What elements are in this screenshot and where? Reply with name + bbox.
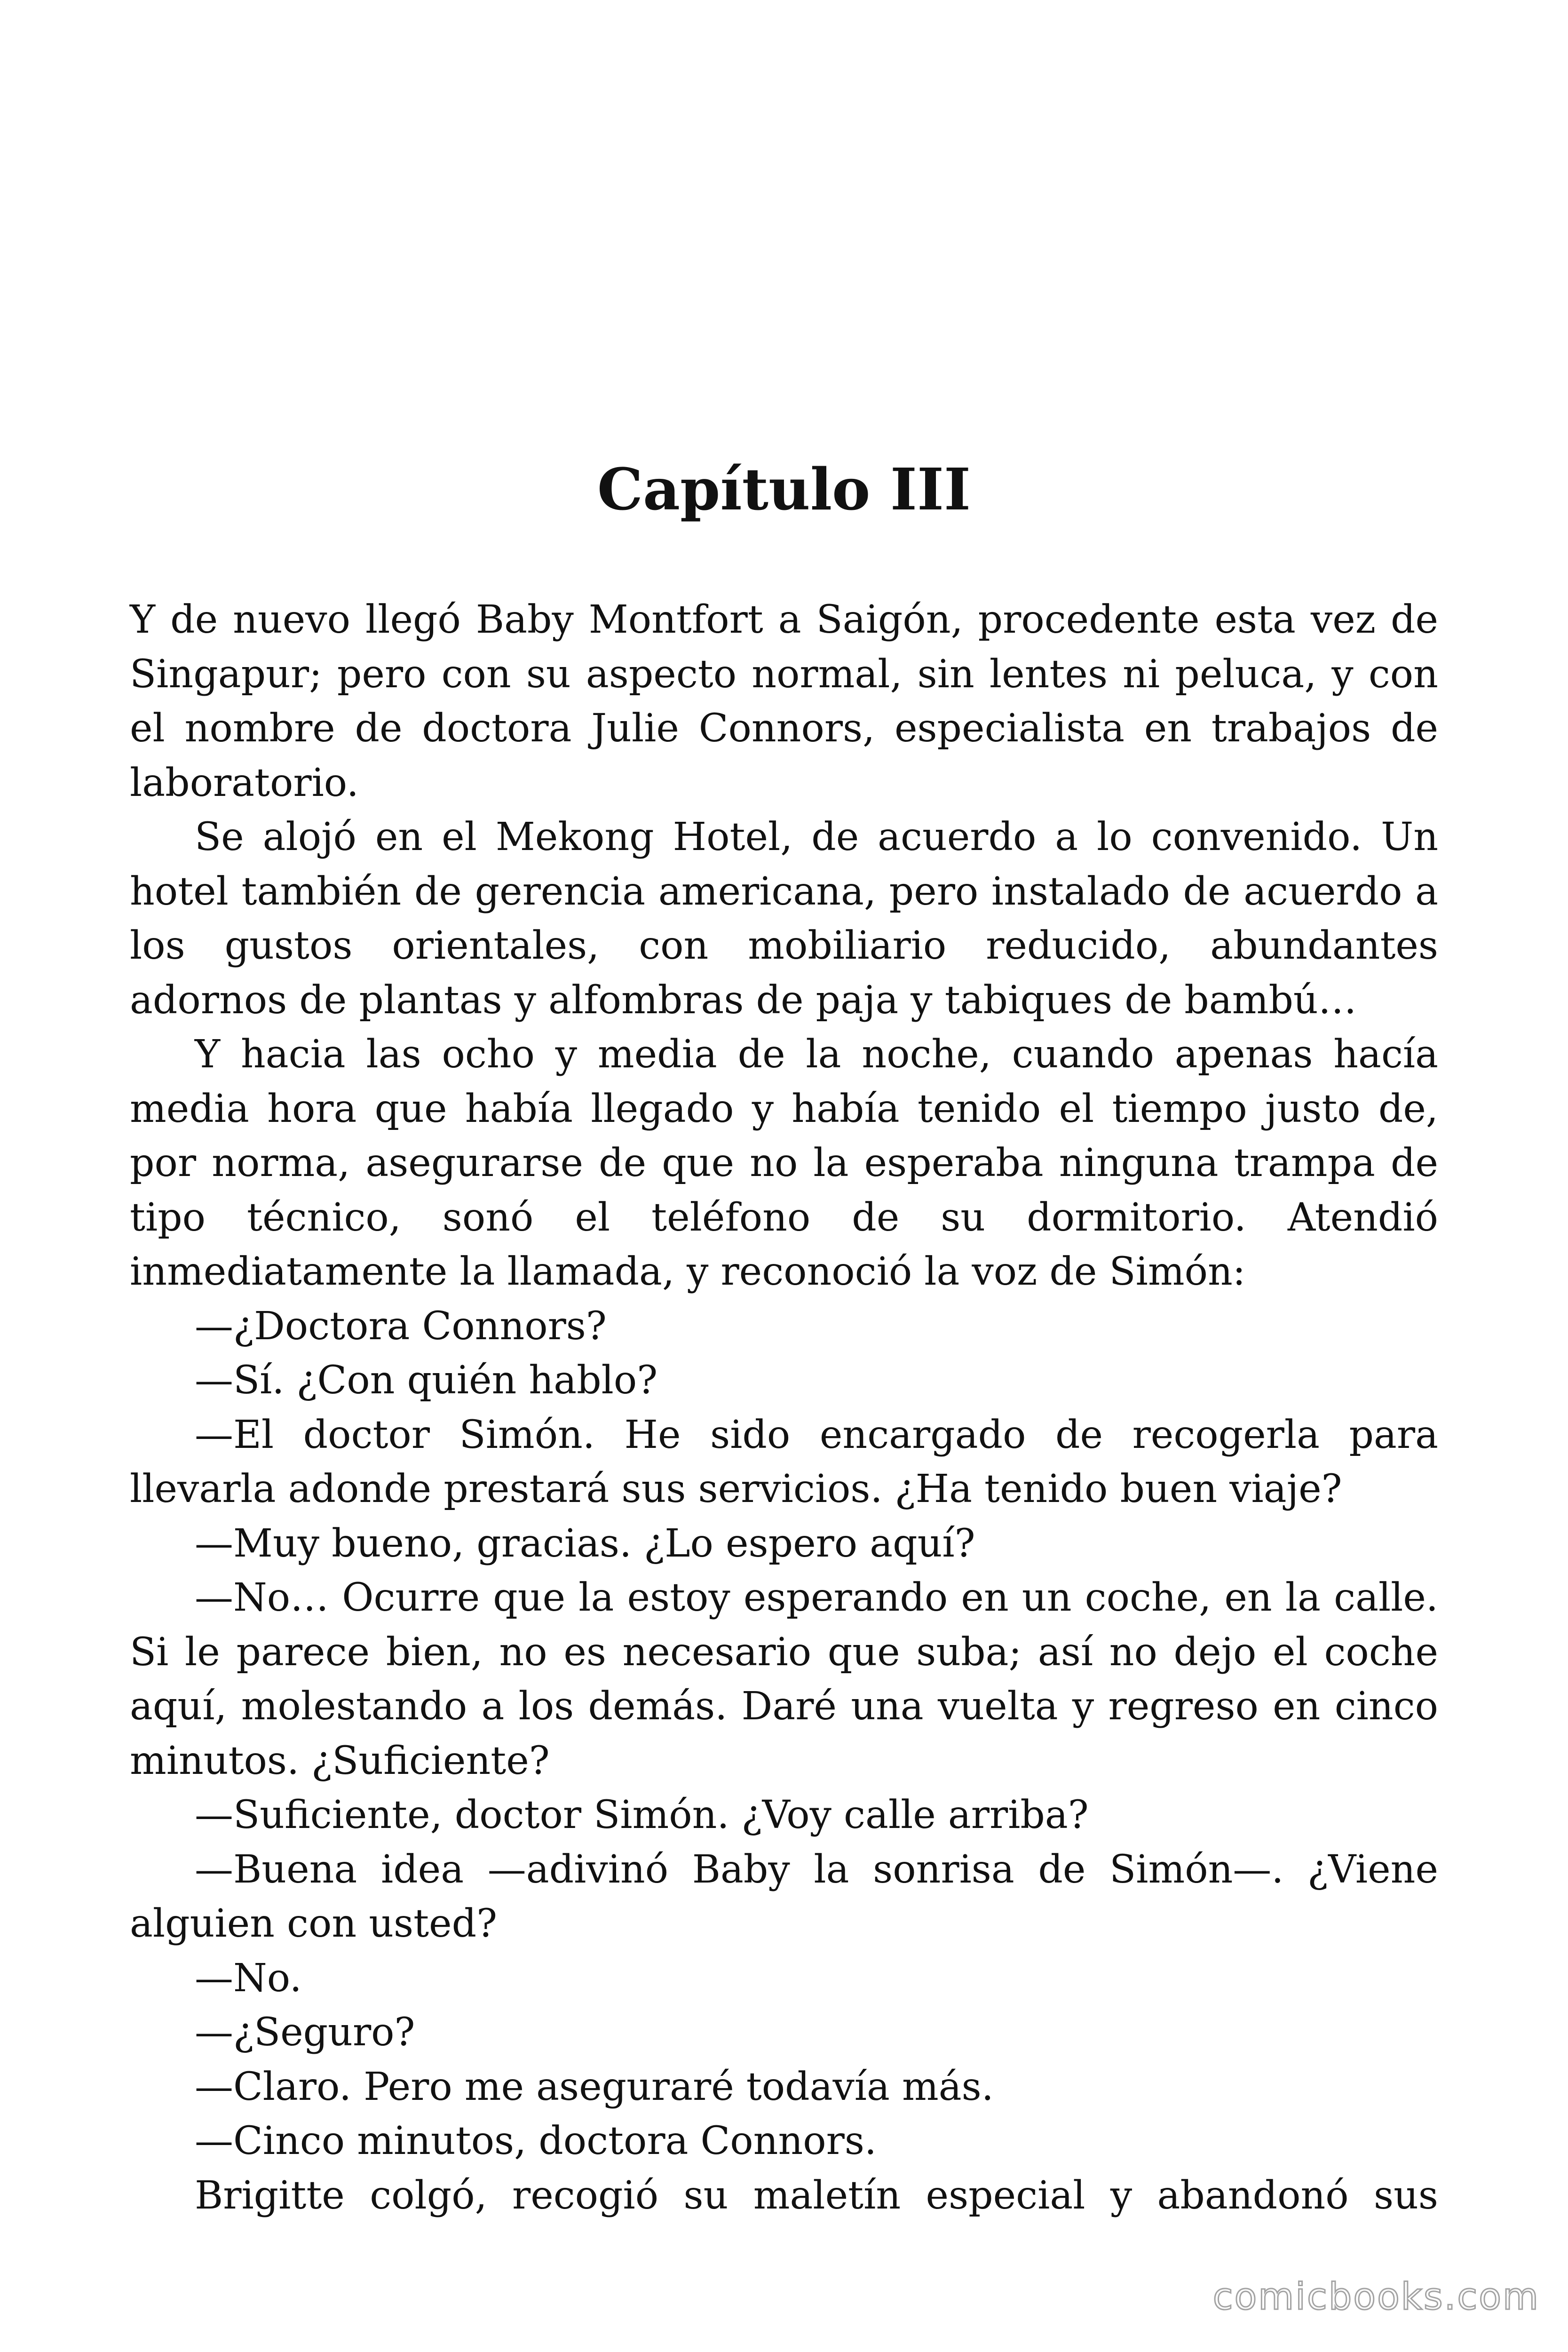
dialogue-line: —Sí. ¿Con quién hablo? [195, 1358, 658, 1403]
body-text [130, 593, 1438, 2223]
paragraph: Se alojó en el Mekong Hotel, de acuerdo a lo convenido. Un hotel también de gerencia americana, pero instalado de acuerdo a los gustos orientales, con mobiliario reducido, abundantes adornos de plantas y alfombras de paja y tabiques de bambú… [130, 815, 1438, 1023]
paragraph: Y hacia las ocho y media de la noche, cuando apenas hacía media hora que había llegado y había tenido el tiempo justo de, por norma, asegurarse de que no la esperaba ninguna trampa de tipo técnico, sonó el teléfono de su dormitorio. Atendió inmediatamente la llamada, y reconoció la voz de Simón: [130, 1032, 1438, 1294]
chapter-title: Capítulo III [597, 455, 971, 523]
dialogue-line: —No… Ocurre que la estoy esperando en un coche, en la calle. Si le parece bien, no es necesario que suba; así no dejo el coche aquí, molestando a los demás. Daré una vuelta y regreso en cinco minutos. ¿Suficiente? [130, 1575, 1438, 1783]
dialogue-line: —Claro. Pero me aseguraré todavía más. [195, 2064, 994, 2109]
dialogue-line: —¿Seguro? [195, 2010, 415, 2055]
dialogue-line: —El doctor Simón. He sido encargado de recogerla para llevarla adonde prestará sus servicios. ¿Ha tenido buen viaje? [130, 1412, 1438, 1511]
dialogue-line: —Cinco minutos, doctora Connors. [195, 2119, 877, 2163]
dialogue-line: —No. [195, 1955, 302, 2001]
dialogue-line: —Muy bueno, gracias. ¿Lo espero aquí? [195, 1521, 975, 1566]
dialogue-line: —Suficiente, doctor Simón. ¿Voy calle arriba? [195, 1793, 1089, 1837]
paragraph: Y de nuevo llegó Baby Montfort a Saigón, procedente esta vez de Singapur; pero con su aspecto normal, sin lentes ni peluca, y con el nombre de doctora Julie Connors, especialista en trabajos de laboratorio. [130, 597, 1438, 805]
paragraph: Brigitte colgó, recogió su maletín especial y abandonó sus [195, 2173, 1438, 2218]
watermark-logo: comicbooks.com [1212, 2276, 1540, 2318]
dialogue-line: —¿Doctora Connors? [195, 1303, 607, 1349]
dialogue-line: —Buena idea —adivinó Baby la sonrisa de Simón—. ¿Viene alguien con usted? [130, 1847, 1438, 1946]
